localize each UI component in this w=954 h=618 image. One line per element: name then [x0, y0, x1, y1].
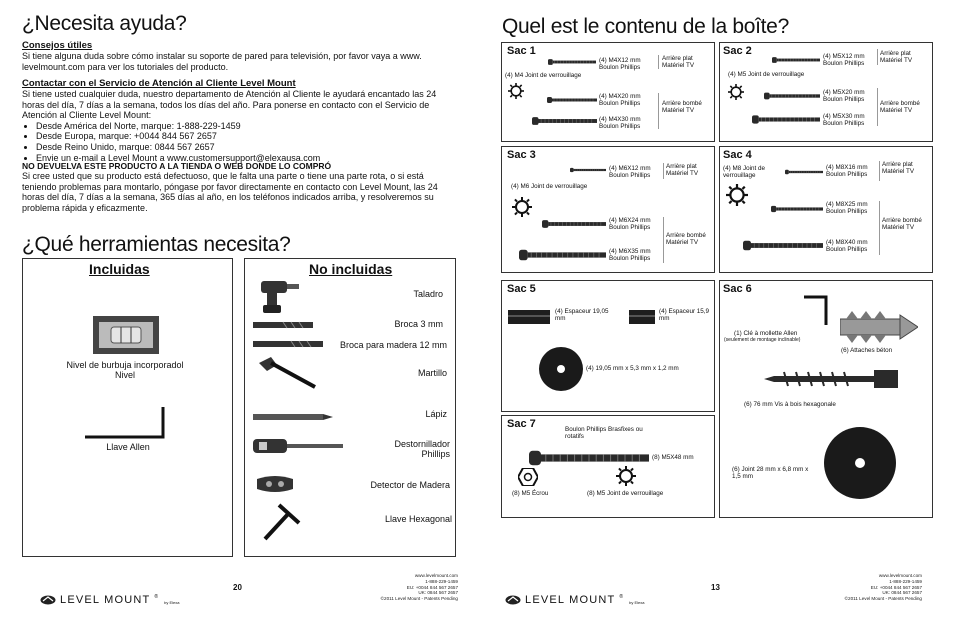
footer-line: EU: +0044 844 567 2657	[870, 584, 922, 590]
no-incluidas-box	[244, 258, 456, 557]
sac5-label: (4) Espaceur 19,05 mm	[555, 308, 609, 323]
sac6-label: (1) Clé à mollette Allen	[734, 330, 798, 337]
contact-section	[22, 78, 452, 163]
bracket-line	[658, 55, 659, 69]
screw-icon	[752, 114, 820, 125]
sac3-box	[501, 146, 715, 273]
sac4-label: (4) M8X40 mm Boulon Phillips	[826, 239, 868, 254]
sac4-label: (4) M8 Joint de verrouillage	[723, 165, 765, 180]
sac7-box	[501, 415, 715, 518]
sac7-label: Boulon Phillips Brasfixes ou rotatifs	[565, 426, 643, 441]
no-return-text: Si cree usted que su producto está defectuoso, que le falta una parte o tiene una parte rota, o si está teniendo problemas para montarlo, póngase por favor directamente en contacto con Level Mount, las 24 horas del día, 7 días a la semana, 365 días al año, en los teléfonos indicados arriba, y resolveremos su problema rápida y eficazmente.	[22, 171, 438, 213]
bracket-line	[663, 163, 664, 179]
spacer-icon	[629, 310, 655, 324]
bracket-line	[879, 161, 880, 181]
screw-icon	[542, 217, 606, 231]
sac2-title: Sac 2	[723, 45, 752, 57]
screwdriver-icon	[253, 437, 345, 455]
wood-screw-icon	[764, 368, 900, 390]
footer-line: 1-888-229-1459	[425, 578, 458, 584]
logo-by-line: by Elexa	[164, 599, 180, 605]
left-page-number: 20	[233, 583, 242, 592]
screw-icon	[764, 91, 820, 101]
tool-label-stud-finder: Detector de Madera	[370, 480, 450, 490]
bracket-line	[877, 49, 878, 65]
no-incluidas-heading: No incluidas	[309, 261, 393, 277]
footer-line: ©2011 Level Mount - Patents Pending	[844, 596, 922, 602]
allen-key-icon	[802, 293, 832, 327]
sac2-label: (4) M5X30 mm Boulon Phillips	[823, 113, 865, 128]
sac4-label: Arrière plat Matériel TV	[882, 161, 915, 176]
sac6-label: (6) Attaches béton	[841, 347, 893, 354]
sac1-title: Sac 1	[507, 45, 536, 57]
sac4-title: Sac 4	[723, 149, 752, 161]
bracket-line	[663, 217, 664, 263]
sac1-label: Arrière plat Matériel TV	[662, 55, 695, 70]
screw-icon	[519, 248, 606, 262]
sac5-label: (4) 19,05 mm x 5,3 mm x 1,2 mm	[586, 365, 679, 372]
left-footer-contact	[381, 573, 458, 602]
footer-line: www.levelmount.com	[414, 573, 458, 578]
tool-label-hex-wrench: Llave Hexagonal	[384, 514, 452, 524]
sac5-label: (4) Espaceur 15,9 mm	[659, 308, 710, 323]
sac5-box	[501, 280, 715, 412]
contact-text: Si tiene usted cualquier duda, nuestro departamento de Atención al Cliente le ayudará encantado las 24 horas del día, 7 días a la semana, todos los días del año. Para ponerse en contacto con el Servicio de Atención al Cliente Level Mount:	[22, 89, 437, 121]
tools-title: ¿Qué herramientas necesita?	[22, 233, 291, 256]
sac3-label: (4) M6 Joint de verrouillage	[511, 183, 588, 190]
bracket-line	[658, 93, 659, 129]
sac3-label: (4) M6X12 mm Boulon Phillips	[609, 165, 651, 180]
consejos-heading: Consejos útiles	[22, 40, 93, 51]
footer-line: www.levelmount.com	[878, 573, 922, 578]
contact-heading: Contactar con el Servicio de Atención al Cliente Level Mount	[22, 78, 296, 89]
logo-wordmark: LEVEL MOUNT	[525, 594, 616, 606]
sac6-label: (6) Joint 28 mm x 6,8 mm x 1,5 mm	[732, 466, 809, 481]
sac7-label: (8) M5 Joint de verrouillage	[587, 490, 664, 497]
spacer-icon	[508, 310, 550, 324]
screw-icon	[529, 450, 649, 466]
sac1-box	[501, 42, 715, 142]
wood-bit-icon	[253, 339, 323, 349]
sac7-title: Sac 7	[507, 418, 536, 430]
lock-washer-icon	[726, 184, 748, 206]
logo-registered: ®	[154, 594, 159, 600]
sac2-label: (4) M5X12 mm Boulon Phillips	[823, 53, 865, 68]
right-page-number: 13	[711, 583, 720, 592]
allen-key-icon	[83, 404, 173, 440]
tool-label-hammer: Martillo	[417, 368, 447, 378]
sac5-title: Sac 5	[507, 283, 536, 295]
sac2-label: Arrière bombé Matériel TV	[880, 100, 920, 115]
drill-bit-icon	[253, 321, 313, 329]
lock-washer-icon	[616, 466, 636, 486]
no-return-heading: NO DEVUELVA ESTE PRODUCTO A LA TIENDA O WEB DONDE LO COMPRÓ	[22, 161, 332, 171]
tool-label-drill-bit: Broca 3 mm	[394, 319, 443, 329]
contact-bullet: • Desde América del Norte, marque: 1-888-229-1459	[36, 121, 452, 132]
sac3-label: Arrière bombé Matériel TV	[666, 232, 706, 247]
sac7-label: (8) M5 Écrou	[512, 490, 549, 497]
sac6-label: (6) 76 mm Vis à bois hexagonale	[744, 401, 836, 408]
incluidas-box	[22, 258, 233, 557]
sac1-label: Arrière bombé Matériel TV	[662, 100, 702, 115]
hammer-icon	[257, 355, 319, 391]
stud-finder-icon	[255, 473, 295, 495]
logo-wordmark: LEVEL MOUNT	[60, 594, 151, 606]
sac2-box	[719, 42, 933, 142]
screw-icon	[743, 237, 823, 254]
sac1-label: (4) M4 Joint de verrouillage	[505, 72, 582, 79]
sac3-title: Sac 3	[507, 149, 536, 161]
sac3-label: (4) M6X24 mm Boulon Phillips	[609, 217, 651, 232]
sac6-box	[719, 280, 933, 518]
tool-label-wood-bit: Broca para madera 12 mm	[339, 340, 447, 350]
sac2-label: (4) M5X20 mm Boulon Phillips	[823, 89, 865, 104]
contact-bullet: • Envie un e-mail a Level Mount a www.customersupport@elexausa.com	[36, 153, 452, 164]
screw-icon	[532, 116, 597, 126]
lock-washer-icon	[728, 84, 744, 100]
sac3-label: (4) M6X35 mm Boulon Phillips	[609, 248, 651, 263]
joint-washer-icon	[824, 427, 896, 499]
left-logo	[40, 594, 179, 606]
no-return-section	[22, 161, 447, 213]
logo-registered: ®	[619, 594, 624, 600]
sac6-label: (seulement de montage inclinable)	[724, 337, 801, 343]
sac1-label: (4) M4X12 mm Boulon Phillips	[599, 57, 641, 72]
contact-bullet: • Desde Europa, marque: +0044 844 567 2657	[36, 131, 452, 142]
consejos-section	[22, 40, 452, 72]
footer-line: 1-888-229-1459	[889, 578, 922, 584]
sac1-label: (4) M4X20 mm Boulon Phillips	[599, 93, 641, 108]
washer-icon	[539, 347, 583, 391]
screw-icon	[771, 201, 823, 217]
screw-icon	[547, 95, 597, 105]
level-mount-logo-icon	[40, 595, 56, 605]
tool-label-screwdriver: Destornillador Phillips	[394, 439, 450, 459]
right-logo	[505, 594, 644, 606]
footer-line: UK: 0844 567 2657	[418, 590, 458, 596]
tool-label-drill: Taladro	[413, 289, 443, 299]
bracket-line	[879, 201, 880, 255]
sac2-label: Arrière plat Matériel TV	[880, 50, 913, 65]
screw-icon	[570, 163, 606, 177]
logo-by-line: by Elexa	[629, 599, 645, 605]
incluidas-heading: Incluidas	[89, 261, 150, 277]
contact-bullets	[22, 121, 452, 163]
footer-line: ©2011 Level Mount - Patents Pending	[380, 596, 458, 602]
screw-icon	[772, 55, 820, 65]
tool-label-pencil: Lápiz	[425, 409, 447, 419]
hex-nut-icon	[518, 468, 538, 486]
allen-key-label: Llave Allen	[106, 442, 150, 452]
drill-icon	[255, 277, 301, 315]
sac4-label: (4) M8X16 mm Boulon Phillips	[826, 164, 868, 179]
sac6-title: Sac 6	[723, 283, 752, 295]
bracket-line	[877, 88, 878, 126]
sac4-box	[719, 146, 933, 273]
right-footer-contact	[845, 573, 922, 602]
screw-icon	[785, 164, 823, 180]
footer-line: UK: 0844 567 2657	[882, 590, 922, 596]
sac2-label: (4) M5 Joint de verrouillage	[728, 71, 805, 78]
right-page-title: Quel est le contenu de la boîte?	[502, 15, 789, 38]
pencil-icon	[253, 413, 333, 421]
bubble-level-label: Nivel de burbuja incorporadol Nivel	[66, 360, 184, 380]
sac4-label: Arrière bombé Matériel TV	[882, 217, 922, 232]
left-page-title: ¿Necesita ayuda?	[22, 12, 187, 35]
consejos-text: Si tiene alguna duda sobre cómo instalar su soporte de pared para televisión, por favor vaya a www. levelmount.com para ver los tutoriales del producto.	[22, 51, 422, 72]
level-mount-logo-icon	[505, 595, 521, 605]
lock-washer-icon	[508, 83, 524, 99]
footer-line: EU: +0044 844 567 2657	[406, 584, 458, 590]
bubble-level-icon	[93, 316, 159, 354]
contact-bullet: • Desde Reino Unido, marque: 0844 567 2657	[36, 142, 452, 153]
concrete-anchor-icon	[840, 311, 918, 343]
sac4-label: (4) M8X25 mm Boulon Phillips	[826, 201, 868, 216]
screw-icon	[548, 57, 596, 67]
hex-wrench-icon	[261, 503, 301, 543]
lock-washer-icon	[512, 197, 532, 217]
sac7-label: (8) M5X48 mm	[652, 454, 694, 461]
sac3-label: Arrière plat Matériel TV	[666, 163, 699, 178]
sac1-label: (4) M4X30 mm Boulon Phillips	[599, 116, 641, 131]
